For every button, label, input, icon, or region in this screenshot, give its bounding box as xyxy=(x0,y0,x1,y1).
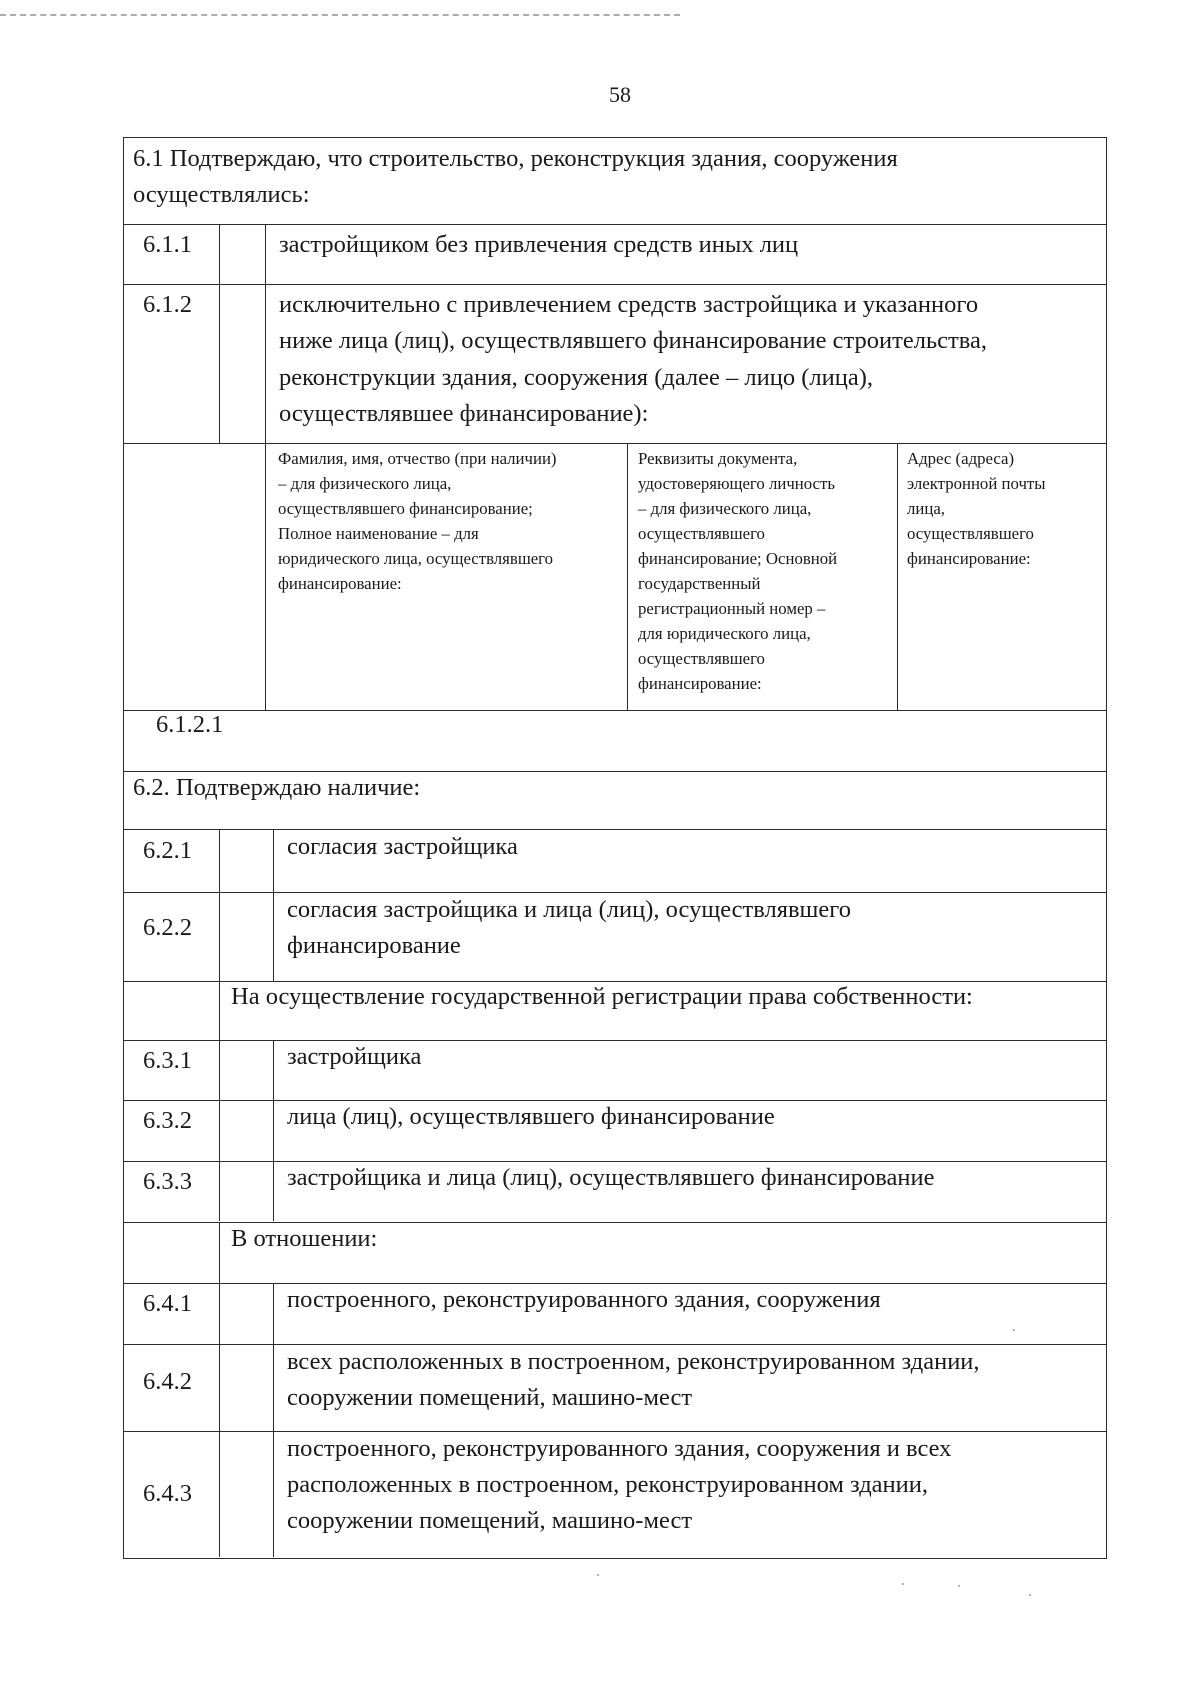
column-divider xyxy=(627,443,628,710)
section-6-2-heading: 6.2. Подтверждаю наличие: xyxy=(133,774,421,801)
scan-edge-mark xyxy=(0,14,680,16)
scan-speck xyxy=(1013,1329,1015,1331)
column-divider xyxy=(219,1222,220,1557)
item-text: застройщиком без привлечения средств иных лиц xyxy=(279,231,799,258)
row-divider xyxy=(123,829,1107,830)
item-text: лица (лиц), осуществлявшего финансирование xyxy=(287,1103,775,1130)
section-6-3-heading: На осуществление государственной регистрации права собственности: xyxy=(231,983,973,1010)
column-divider xyxy=(219,981,220,1221)
item-number: 6.4.1 xyxy=(143,1290,192,1317)
column-divider xyxy=(273,1283,274,1557)
item-number: 6.1.2 xyxy=(143,291,192,318)
item-number: 6.3.2 xyxy=(143,1107,192,1134)
row-divider xyxy=(123,284,1107,285)
scan-speck xyxy=(958,1585,960,1587)
row-divider xyxy=(123,1040,1107,1041)
item-text: построенного, реконструированного здания, сооружения xyxy=(287,1286,881,1313)
column-divider xyxy=(273,829,274,981)
column-divider xyxy=(219,829,220,981)
column-divider xyxy=(219,224,220,443)
item-text: застройщика и лица (лиц), осуществлявшего финансирование xyxy=(287,1164,935,1191)
item-number: 6.2.2 xyxy=(143,914,192,941)
item-number: 6.4.3 xyxy=(143,1480,192,1507)
item-number: 6.2.1 xyxy=(143,837,192,864)
row-divider xyxy=(123,443,1107,444)
item-number: 6.3.3 xyxy=(143,1168,192,1195)
item-text: согласия застройщика xyxy=(287,833,518,860)
section-6-4-heading: В отношении: xyxy=(231,1225,378,1252)
column-divider xyxy=(265,224,266,710)
item-text: застройщика xyxy=(287,1043,422,1070)
scan-speck xyxy=(597,1574,599,1576)
item-number: 6.3.1 xyxy=(143,1047,192,1074)
row-divider xyxy=(123,224,1107,225)
row-divider xyxy=(123,710,1107,711)
scan-speck xyxy=(902,1583,904,1585)
page-number: 58 xyxy=(609,82,631,107)
column-divider xyxy=(897,443,898,710)
item-number: 6.1.1 xyxy=(143,231,192,258)
item-number: 6.1.2.1 xyxy=(156,711,224,738)
scan-speck xyxy=(1029,1594,1031,1596)
item-number: 6.4.2 xyxy=(143,1368,192,1395)
column-divider xyxy=(273,1040,274,1221)
